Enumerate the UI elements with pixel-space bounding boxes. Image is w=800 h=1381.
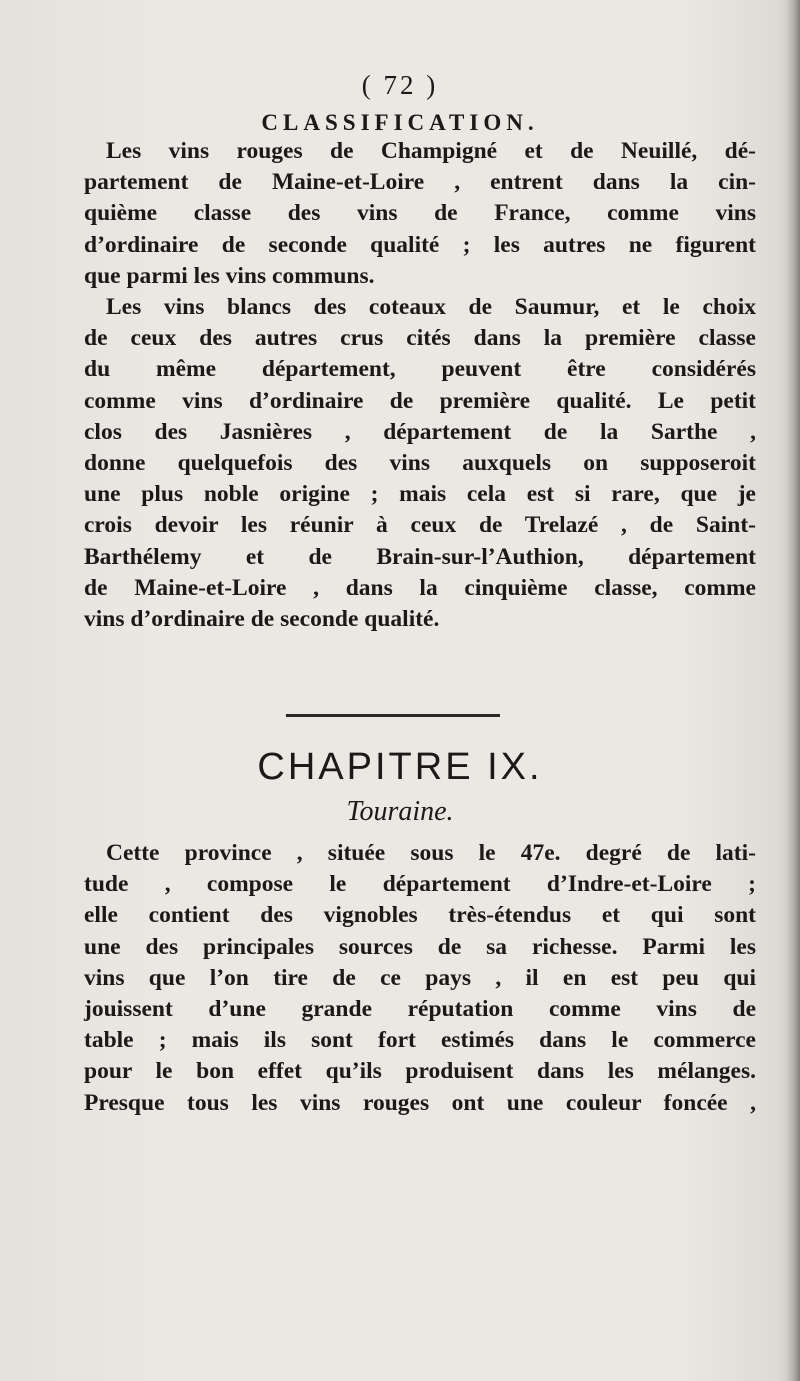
section-heading: CLASSIFICATION. [261, 110, 539, 135]
text-line: que parmi les vins communs. [84, 262, 375, 289]
text-line: crois devoir les réunir à ceux de Trelazé , de Saint- [84, 512, 756, 539]
text-line: Les vins blancs des coteaux de Saumur, et le choix [106, 294, 756, 321]
chapter-subtitle: Touraine. [346, 796, 454, 827]
text-line: elle contient des vignobles très-étendus et qui sont [84, 902, 756, 929]
text-line: Presque tous les vins rouges ont une couleur foncée , [84, 1089, 756, 1116]
text-line: Cette province , située sous le 47e. degré de lati- [106, 840, 756, 866]
text-line: Barthélemy et de Brain-sur-l’Authion, département [84, 543, 756, 570]
text-line: comme vins d’ordinaire de première qualité. Le petit [84, 387, 756, 414]
text-line: Les vins rouges de Champigné et de Neuillé, dé- [106, 138, 756, 164]
paragraph-touraine [84, 838, 756, 1119]
page-edge-shadow [786, 0, 800, 1381]
text-line: de Maine-et-Loire , dans la cinquième classe, comme [84, 574, 756, 601]
chapter-title: CHAPITRE IX. [257, 746, 543, 788]
chapter-divider [286, 714, 500, 717]
text-line: table ; mais ils sont fort estimés dans le commerce [84, 1027, 756, 1054]
text-line: tude , compose le département d’Indre-et-Loire ; [84, 871, 756, 898]
text-line: partement de Maine-et-Loire , entrent dans la cin- [84, 169, 756, 196]
text-line: clos des Jasnières , département de la Sarthe , [84, 418, 756, 445]
text-line: vins d’ordinaire de seconde qualité. [84, 606, 440, 633]
text-line: une des principales sources de sa richesse. Parmi les [84, 933, 756, 960]
text-line: une plus noble origine ; mais cela est si rare, que je [84, 481, 756, 508]
text-line: d’ordinaire de seconde qualité ; les autres ne figurent [84, 231, 756, 258]
text-line: quième classe des vins de France, comme vins [84, 200, 756, 227]
text-line: pour le bon effet qu’ils produisent dans les mélanges. [84, 1058, 756, 1085]
text-line: vins que l’on tire de ce pays , il en est peu qui [84, 964, 756, 991]
text-line: donne quelquefois des vins auxquels on supposeroit [84, 450, 756, 477]
text-line: du même département, peuvent être considérés [84, 356, 756, 383]
text-line: de ceux des autres crus cités dans la première classe [84, 325, 756, 352]
paragraphs-classification [84, 136, 756, 635]
text-line: jouissent d’une grande réputation comme vins de [84, 996, 756, 1023]
page-number: ( 72 ) [361, 70, 439, 100]
